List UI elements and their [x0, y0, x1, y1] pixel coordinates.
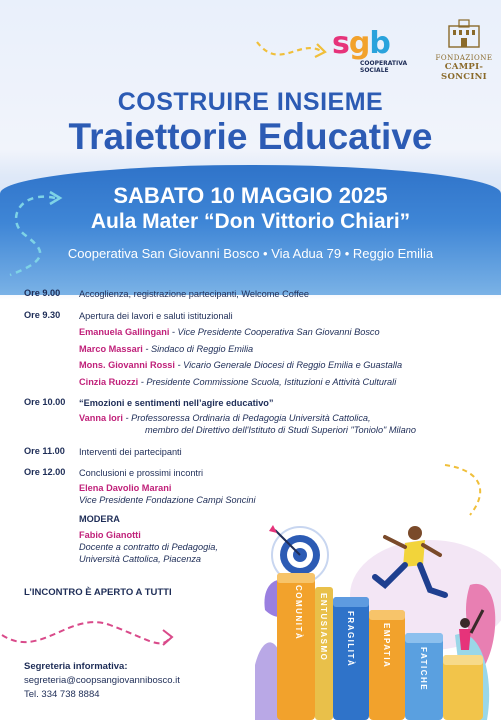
sgb-sub-line2: SOCIALE	[360, 67, 389, 74]
book-label-entusiasmo: ENTUSIASMO	[319, 593, 328, 662]
sgb-logo	[330, 24, 408, 79]
program-desc: Conclusioni e prossimi incontri	[79, 468, 204, 478]
fondazione-logo	[430, 18, 498, 82]
moderator-role1: Docente a contratto di Pedagogia,	[79, 542, 218, 552]
title-line1: COSTRUIRE INSIEME	[117, 88, 384, 116]
speaker	[79, 359, 484, 372]
speaker-name: Mons. Giovanni Rossi	[79, 360, 175, 370]
sgb-letter-b: b	[369, 26, 390, 61]
speaker-role: - Professoressa Ordinaria di Pedagogia Università Cattolica,	[122, 412, 371, 423]
sgb-letter-g: g	[348, 26, 370, 61]
program-desc: “Emozioni e sentimenti nell’agire educativo”	[79, 398, 274, 408]
program-time: Ore 10.00	[24, 397, 66, 407]
speaker-role: - Vice Presidente Cooperativa San Giovanni Bosco	[169, 327, 380, 337]
moderator-block	[79, 513, 218, 565]
book-label-fatiche: FATICHE	[419, 647, 428, 692]
secretary-block	[24, 660, 180, 702]
speaker	[79, 482, 484, 495]
open-to-all-notice: L’INCONTRO È APERTO A TUTTI	[24, 587, 172, 598]
program-time: Ore 9.00	[24, 288, 61, 298]
moderator-role2: Università Cattolica, Piacenza	[79, 554, 202, 564]
logos-area	[330, 18, 495, 82]
event-venue: Aula Mater “Don Vittorio Chiari”	[90, 210, 411, 233]
moderator-label: MODERA	[79, 514, 120, 524]
speaker-name: Marco Massari	[79, 343, 143, 354]
program-item	[24, 397, 484, 437]
program-item	[24, 467, 484, 507]
title-line2: Traiettorie Educative	[68, 116, 433, 157]
program-time: Ore 11.00	[24, 445, 65, 456]
program-list	[24, 288, 484, 510]
speaker-name: Emanuela Gallingani	[79, 327, 170, 337]
book-label-comunita: COMUNITÀ	[294, 585, 303, 641]
speaker-role: Vice Presidente Fondazione Campi Soncini	[79, 495, 256, 505]
program-item	[24, 288, 484, 301]
program-time: Ore 12.00	[24, 467, 66, 477]
books-illustration	[255, 515, 501, 720]
speaker-role: - Vicario Generale Diocesi di Reggio Emilia e Guastalla	[174, 360, 403, 370]
dashed-arrow-top-decoration	[255, 32, 330, 72]
speaker-role: - Sindaco di Reggio Emilia	[142, 343, 254, 354]
program-item	[24, 310, 484, 389]
sgb-letter-s: s	[332, 26, 349, 61]
program-time: Ore 9.30	[24, 309, 61, 320]
building-icon	[447, 18, 481, 48]
program-item	[24, 446, 484, 459]
sgb-sub-line1: COOPERATIVA	[360, 60, 408, 67]
speaker-role: - Presidente Commissione Scuola, Istituzioni e Attività Culturali	[138, 376, 397, 387]
speaker	[79, 376, 484, 389]
book-label-fragilita: FRAGILITÀ	[346, 611, 355, 668]
moderator-name: Fabio Gianotti	[79, 530, 141, 540]
fondazione-line1: FONDAZIONE	[435, 54, 493, 62]
speaker-role-cont: membro del Direttivo dell'Istituto di Studi Superiori "Toniolo" Milano	[145, 425, 416, 435]
speaker	[79, 343, 484, 356]
speaker-name: Elena Davolio Marani	[79, 482, 172, 493]
speaker	[79, 412, 484, 425]
speaker-name: Vanna Iori	[79, 412, 123, 423]
fondazione-line2: CAMPI-SONCINI	[441, 62, 487, 82]
program-desc: Interventi dei partecipanti	[79, 446, 182, 457]
dashed-arrow-bottom-decoration	[0, 600, 180, 655]
secretary-email[interactable]: segreteria@coopsangiovannibosco.it	[24, 675, 180, 686]
book-label-empatia: EMPATIA	[382, 623, 391, 669]
event-date: SABATO 10 MAGGIO 2025	[113, 183, 388, 208]
program-desc: Apertura dei lavori e saluti istituzionali	[79, 310, 233, 321]
speaker	[79, 326, 484, 339]
event-address: Cooperativa San Giovanni Bosco • Via Adua 79 • Reggio Emilia	[67, 246, 434, 261]
secretary-label: Segreteria informativa:	[24, 661, 128, 672]
secretary-phone: Tel. 334 738 8884	[24, 689, 100, 700]
speaker-name: Cinzia Ruozzi	[79, 376, 139, 387]
program-desc: Accoglienza, registrazione partecipanti, Welcome Coffee	[79, 289, 309, 299]
